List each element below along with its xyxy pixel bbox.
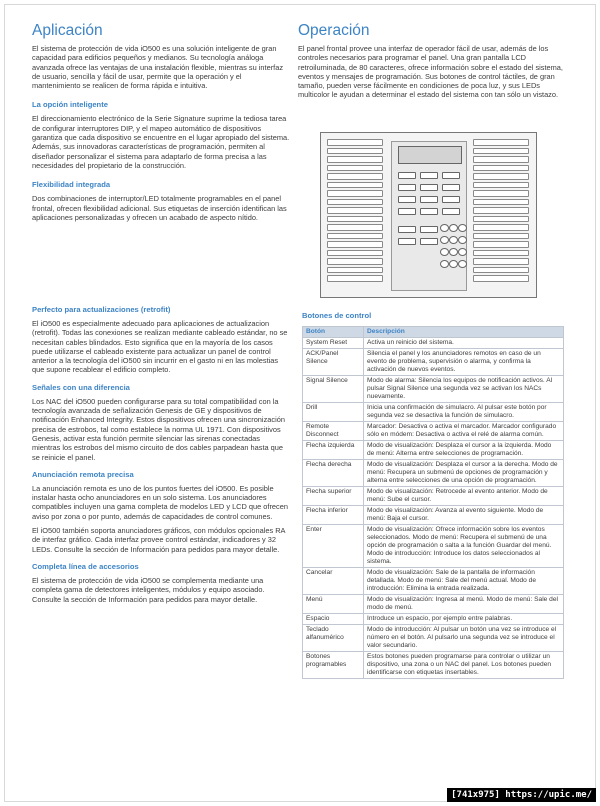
keypad-key — [458, 224, 467, 232]
button-description-cell: Modo de visualización: Desplaza el cursor a la derecha. Modo de menú: Recupera un submenú de opciones de programación y alterna entre selecciones de una opción de programación. — [364, 460, 564, 487]
led-strip — [327, 148, 383, 155]
table-row — [303, 403, 564, 422]
keypad-key — [440, 224, 449, 232]
led-strip — [327, 241, 383, 248]
panel-button — [420, 172, 438, 179]
led-strip — [473, 224, 529, 231]
panel-button — [420, 226, 438, 233]
front-panel-illustration — [320, 132, 537, 298]
button-name-cell: Signal Silence — [303, 376, 364, 403]
keypad-key — [440, 248, 449, 256]
table-row — [303, 614, 564, 625]
panel-button — [398, 184, 416, 191]
led-strip — [473, 199, 529, 206]
table-row — [303, 506, 564, 525]
table-row — [303, 595, 564, 614]
panel-button — [420, 196, 438, 203]
led-strip — [327, 190, 383, 197]
button-name-cell: Flecha derecha — [303, 460, 364, 487]
table-row — [303, 460, 564, 487]
button-description-cell: Modo de visualización: Ingresa al menú. Modo de menú: Sale del modo de menú. — [364, 595, 564, 614]
retrofit-text: El iO500 es especialmente adecuado para aplicaciones de actualizacion (retrofit). Todas las conexiones se realizan mediante cableado estándar, no se necesitan cables blindados. Esto significa que en la mayoría de los casos puede utilizarse el cableado existente para actualizar un panel de control anterior a la tecnología del iO500 sin incurrir en el gasto ni en las molestias que supone recablear el edificio completo. — [32, 319, 288, 375]
led-strip — [327, 173, 383, 180]
button-name-cell: Flecha inferior — [303, 506, 364, 525]
column-header-button: Botón — [303, 327, 364, 338]
keypad-key — [458, 248, 467, 256]
button-name-cell: Menú — [303, 595, 364, 614]
keypad-key — [458, 236, 467, 244]
table-row — [303, 652, 564, 679]
panel-control-area — [391, 141, 467, 291]
led-strip — [473, 267, 529, 274]
led-strip — [327, 182, 383, 189]
button-name-cell: Flecha izquierda — [303, 441, 364, 460]
led-strip — [473, 182, 529, 189]
button-name-cell: Flecha superior — [303, 487, 364, 506]
table-row — [303, 525, 564, 568]
button-name-cell: Drill — [303, 403, 364, 422]
button-name-cell: Enter — [303, 525, 364, 568]
led-strip — [473, 275, 529, 282]
operation-text: El panel frontal provee una interfaz de operador fácil de usar, además de los controles necesarios para programar el panel. Una gran pantalla LCD retroiluminada, de 80 caracteres, ofrece información sobre el estado del sistema, eventos y mensajes de programación. Sus botones de control táctiles, de gran tamaño, pueden verse fácilmente en condiciones de poca luz, y sus LEDs multicolor le ayudan a determinar el estado del sistema con tan sólo un vistazo. — [298, 44, 563, 100]
table-row — [303, 487, 564, 506]
panel-button — [420, 184, 438, 191]
table-row — [303, 422, 564, 441]
led-strip — [327, 250, 383, 257]
led-strip — [473, 148, 529, 155]
table-row — [303, 338, 564, 349]
led-strip — [327, 165, 383, 172]
led-strip — [327, 156, 383, 163]
led-strip — [327, 275, 383, 282]
watermark-label: [741x975] https://upic.me/ — [447, 788, 596, 802]
keypad-key — [449, 248, 458, 256]
table-row — [303, 376, 564, 403]
application-title: Aplicación — [32, 22, 103, 39]
keypad-key — [458, 260, 467, 268]
led-strip — [473, 190, 529, 197]
panel-button — [442, 172, 460, 179]
table-row — [303, 441, 564, 460]
retrofit-heading: Perfecto para actualizaciones (retrofit) — [32, 305, 171, 314]
signals-text: Los NAC del iO500 pueden configurarse para su total compatibilidad con la tecnología avanzada de señalización Genesis de GE y dispositivos de notificación Enhanced Integrity. Estos dispositivos ofrecen una sincronización precisa de estrobos, tal como establece la norma UL 1971. Con dispositivos Genesis, activar esta función permite silenciar las sirenas conectadas mientras los estrobos del mismo circuito de dos cables parpadean hasta que se reinicie el panel. — [32, 396, 285, 462]
keypad-key — [440, 260, 449, 268]
led-strip — [327, 224, 383, 231]
left-bottom-column — [32, 305, 290, 604]
control-buttons-table — [302, 326, 564, 679]
keypad-key — [449, 260, 458, 268]
panel-button — [398, 238, 416, 245]
control-buttons-title: Botones de control — [302, 311, 372, 320]
application-intro: El sistema de protección de vida iO500 es una solución inteligente de gran capacidad para edificios pequeños y medianos. Su tecnología análoga avanzada ofrece las ventajas de una instalación flexible, mientras su interfaz de usuario, sencilla y fácil de usar, permite que la operación y el mantenimiento se realicen de forma rápida e intuitiva. — [32, 44, 284, 91]
right-led-strips — [473, 139, 529, 284]
led-strip — [473, 233, 529, 240]
button-description-cell: Modo de visualización: Avanza al evento siguiente. Modo de menú: Baja el cursor. — [364, 506, 564, 525]
button-description-cell: Modo de visualización: Ofrece información sobre los eventos seleccionados. Modo de menú: Recupera el submenú de una opción de programación o salta a la función Guardar del menú. Modo de introducción: Introduce los datos seleccionados al sistema. — [364, 525, 564, 568]
button-description-cell: Modo de visualización: Retrocede al evento anterior. Modo de menú: Sube el cursor. — [364, 487, 564, 506]
table-row — [303, 349, 564, 376]
remote-annunciation-heading: Anunciación remota precisa — [32, 469, 134, 479]
panel-button — [398, 208, 416, 215]
operation-column — [298, 22, 570, 100]
led-strip — [473, 241, 529, 248]
button-name-cell: Espacio — [303, 614, 364, 625]
button-description-cell: Modo de introducción: Al pulsar un botón una vez se introduce el número en el botón. Al pulsarlo una segunda vez se introduce el valor secundario. — [364, 625, 564, 652]
panel-button — [420, 208, 438, 215]
table-header-row — [303, 327, 564, 338]
led-strip — [473, 207, 529, 214]
keypad-key — [440, 236, 449, 244]
button-description-cell: Activa un reinicio del sistema. — [364, 338, 564, 349]
led-strip — [473, 139, 529, 146]
lcd-display — [398, 146, 462, 164]
remote-annunciation-text-1: La anunciación remota es uno de los puntos fuertes del iO500. Es posible instalar hasta ocho anunciadores en un solo sistema. Los anunciadores compatibles incluyen una gama completa de modelos LED y LCD que ofrecen aviso por zona o por punto, además de capacidades de control comunes. — [32, 483, 288, 521]
panel-button — [398, 196, 416, 203]
keypad-key — [449, 236, 458, 244]
led-strip — [473, 156, 529, 163]
led-strip — [473, 173, 529, 180]
button-description-cell: Estos botones pueden programarse para controlar o utilizar un dispositivo, una zona o un NAC del panel. Los botones pueden identificarse con etiquetas insertables. — [364, 652, 564, 679]
control-buttons-section — [302, 311, 572, 679]
smart-option-text: El direccionamiento electrónico de la Serie Signature suprime la tediosa tarea de configurar interruptores DIP, y el mapeo automático de dispositivos garantiza que cada dispositivo se encuentre en el lugar apropiado del sistema. Además, sus innovadoras características de programación, permiten al diseñador personalizar el sistema para adaptarlo de forma precisa a las necesidades del propietario de la construcción. — [32, 114, 290, 170]
button-name-cell: Remote Disconnect — [303, 422, 364, 441]
button-name-cell: Botones programables — [303, 652, 364, 679]
button-description-cell: Modo de visualización: Desplaza el cursor a la izquierda. Modo de menú: Alterna entre selecciones de programación. — [364, 441, 564, 460]
keypad-key — [449, 224, 458, 232]
smart-option-heading: La opción inteligente — [32, 100, 108, 110]
signals-heading: Señales con una diferencia — [32, 382, 130, 392]
led-strip — [473, 165, 529, 172]
accessories-heading: Completa línea de accesorios — [32, 561, 139, 571]
led-strip — [327, 199, 383, 206]
panel-button — [420, 238, 438, 245]
left-column — [32, 22, 290, 222]
remote-annunciation-text-2: El iO500 también soporta anunciadores gráficos, con módulos opcionales RA de interfaz gráfico. Cada interfaz provee control estándar, indicadores y 32 LEDs. Consulte la sección de Información para pedidos para mayor detalle. — [32, 526, 286, 554]
button-description-cell: Modo de visualización: Sale de la pantalla de información detallada. Modo de menú: Sale del menú actual. Modo de introducción: Elimina la entrada realizada. — [364, 568, 564, 595]
led-strip — [327, 258, 383, 265]
button-description-cell: Marcador: Desactiva o activa el marcador. Marcador configurado sólo en módem: Desactiva o activa el relé de alarma común. — [364, 422, 564, 441]
left-led-strips — [327, 139, 383, 284]
led-strip — [473, 258, 529, 265]
button-description-cell: Introduce un espacio, por ejemplo entre palabras. — [364, 614, 564, 625]
button-description-cell: Inicia una confirmación de simulacro. Al pulsar este botón por segunda vez se desactiva la función de simulacro. — [364, 403, 564, 422]
button-name-cell: Teclado alfanumérico — [303, 625, 364, 652]
led-strip — [327, 233, 383, 240]
panel-button — [398, 226, 416, 233]
table-row — [303, 625, 564, 652]
table-row — [303, 568, 564, 595]
led-strip — [327, 139, 383, 146]
led-strip — [327, 267, 383, 274]
button-description-cell: Modo de alarma: Silencia los equipos de notificación activos. Al pulsar Signal Silence una segunda vez se activan los NACs nuevamente. — [364, 376, 564, 403]
button-name-cell: Cancelar — [303, 568, 364, 595]
led-strip — [473, 216, 529, 223]
operation-title: Operación — [298, 22, 370, 39]
button-description-cell: Silencia el panel y los anunciadores remotos en caso de un evento de problema, supervisión o alarma, y confirma la activación de nuevos eventos. — [364, 349, 564, 376]
led-strip — [327, 216, 383, 223]
flexibility-text: Dos combinaciones de interruptor/LED totalmente programables en el panel frontal, ofrecen flexibilidad adicional. Sus etiquetas de inserción identifican las aplicaciones personalizadas y ofrecen un acabado de aspecto nítido. — [32, 194, 287, 222]
panel-button — [442, 208, 460, 215]
button-name-cell: ACK/Panel Silence — [303, 349, 364, 376]
led-strip — [327, 207, 383, 214]
led-strip — [473, 250, 529, 257]
panel-button — [442, 196, 460, 203]
panel-button — [442, 184, 460, 191]
column-header-description: Descripción — [364, 327, 564, 338]
flexibility-heading: Flexibilidad integrada — [32, 180, 111, 190]
panel-button — [398, 172, 416, 179]
button-name-cell: System Reset — [303, 338, 364, 349]
accessories-text: El sistema de protección de vida iO500 se complementa mediante una completa gama de detectores inteligentes, módulos y equipo asociado. Consulte la sección de Información para pedidos para mayor detalle. — [32, 575, 265, 604]
